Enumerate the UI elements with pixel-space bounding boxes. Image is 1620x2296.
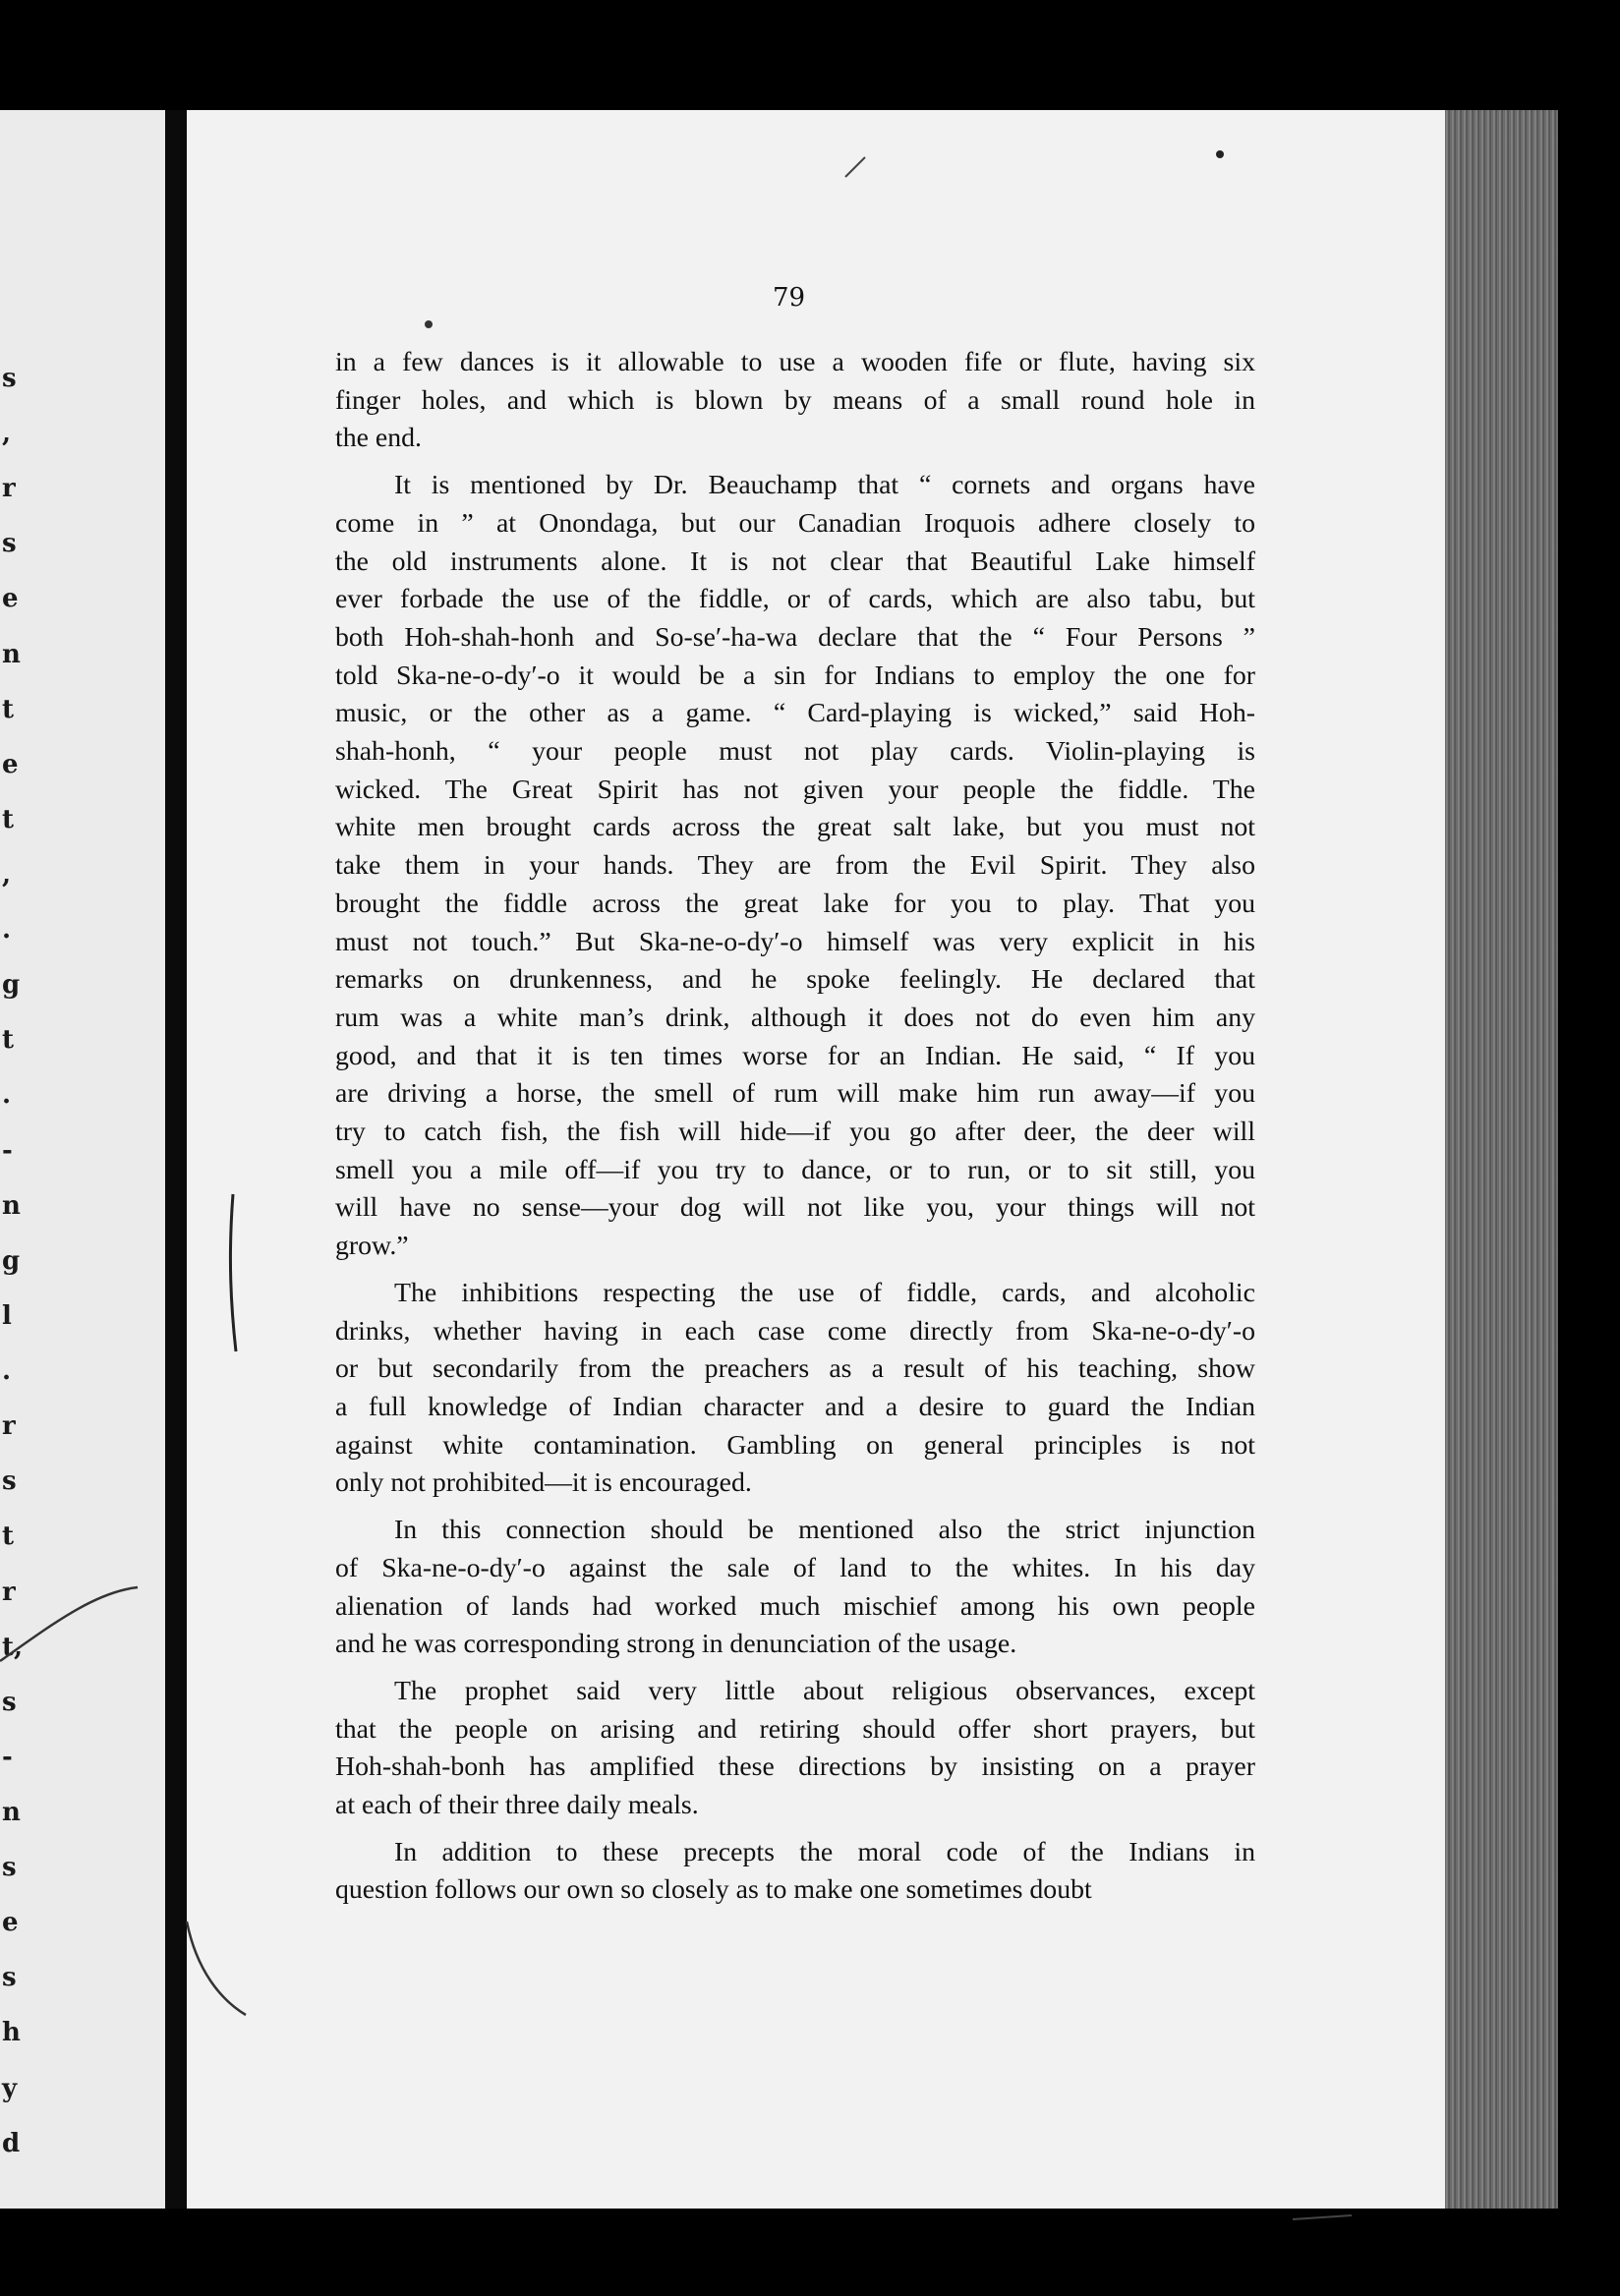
- left-edge-letter: .: [2, 1356, 12, 1387]
- left-edge-letter: s: [2, 364, 17, 393]
- left-edge-letter: t: [2, 694, 15, 724]
- text-line: the old instruments alone. It is not clear that Beautiful Lake himself: [335, 545, 1255, 577]
- text-line: The prophet said very little about religious observances, except: [394, 1675, 1255, 1706]
- left-edge-letter: d: [2, 2128, 21, 2158]
- text-line: must not touch.” But Ska-ne-o-dy′-o himself was very explicit in his: [335, 926, 1255, 957]
- text-line: the end.: [335, 423, 422, 454]
- left-edge-letter: n: [2, 1797, 21, 1827]
- text-line: and he was corresponding strong in denunciation of the usage.: [335, 1629, 1017, 1660]
- body-text: [335, 344, 1255, 1910]
- left-edge-letter: .: [2, 915, 12, 946]
- paragraph: [335, 1673, 1255, 1825]
- left-edge-letter: g: [2, 1245, 21, 1276]
- text-line: come in ” at Onondaga, but our Canadian Iroquois adhere closely to: [335, 507, 1255, 539]
- left-page-edge: [0, 110, 165, 2209]
- text-line: told Ska-ne-o-dy′-o it would be a sin for Indians to employ the one for: [335, 660, 1255, 691]
- left-edge-letter: e: [2, 584, 19, 614]
- left-edge-letter: r: [2, 474, 16, 504]
- left-edge-letter: n: [2, 639, 21, 669]
- paragraph: [335, 1512, 1255, 1664]
- text-line: In this connection should be mentioned also the strict injunction: [394, 1515, 1255, 1546]
- left-edge-letter: ,: [2, 860, 12, 890]
- text-line: against white contamination. Gambling on general principles is not: [335, 1429, 1255, 1461]
- left-edge-letter: ,: [2, 419, 12, 449]
- text-line: drinks, whether having in each case come directly from Ska-ne-o-dy′-o: [335, 1315, 1255, 1347]
- left-edge-letter: t: [2, 1521, 15, 1552]
- text-line: wicked. The Great Spirit has not given your people the fiddle. The: [335, 774, 1255, 805]
- text-line: The inhibitions respecting the use of fiddle, cards, and alcoholic: [394, 1277, 1255, 1308]
- text-line: ever forbade the use of the fiddle, or of cards, which are also tabu, but: [335, 584, 1255, 615]
- text-line: or but secondarily from the preachers as a result of his teaching, show: [335, 1353, 1255, 1385]
- text-line: in a few dances is it allowable to use a wooden fife or flute, having six: [335, 347, 1255, 377]
- text-line: take them in your hands. They are from the Evil Spirit. They also: [335, 850, 1255, 882]
- text-line: question follows our own so closely as to make one sometimes doubt: [335, 1874, 1092, 1906]
- text-line: shah-honh, “ your people must not play cards. Violin-playing is: [335, 736, 1255, 768]
- text-line: music, or the other as a game. “ Card-playing is wicked,” said Hoh-: [335, 698, 1255, 729]
- left-edge-letter: e: [2, 1908, 19, 1938]
- left-edge-letter: t: [2, 804, 15, 834]
- text-line: brought the fiddle across the great lake for you to play. That you: [335, 888, 1255, 919]
- left-edge-letter: r: [2, 1577, 16, 1607]
- left-edge-letter: s: [2, 1687, 17, 1717]
- paragraph: [335, 1834, 1255, 1910]
- left-edge-letter: -: [2, 1742, 13, 1772]
- page-number: 79: [773, 283, 806, 313]
- paragraph: [335, 467, 1255, 1266]
- left-edge-letter: s: [2, 529, 17, 559]
- left-edge-letter: s: [2, 1466, 17, 1497]
- text-line: a full knowledge of Indian character and a desire to guard the Indian: [335, 1391, 1255, 1422]
- left-edge-letter: s: [2, 1853, 17, 1883]
- left-edge-letter: y: [2, 2073, 18, 2103]
- paragraph: [335, 344, 1255, 458]
- text-line: Hoh-shah-bonh has amplified these directions by insisting on a prayer: [335, 1751, 1255, 1783]
- text-line: both Hoh-shah-honh and So-se′-ha-wa declare that the “ Four Persons ”: [335, 621, 1255, 653]
- book-gutter: [165, 110, 187, 2209]
- left-edge-letter: g: [2, 970, 21, 1001]
- left-edge-letter: -: [2, 1135, 13, 1166]
- left-edge-letter: e: [2, 749, 19, 779]
- text-line: try to catch fish, the fish will hide—if you go after deer, the deer will: [335, 1117, 1255, 1148]
- left-edge-letter: h: [2, 2018, 21, 2048]
- left-edge-letter: t,: [2, 1632, 24, 1662]
- left-edge-letter: s: [2, 1963, 17, 1993]
- text-line: remarks on drunkenness, and he spoke feelingly. He declared that: [335, 964, 1255, 996]
- text-line: white men brought cards across the great salt lake, but you must not: [335, 812, 1255, 843]
- text-line: good, and that it is ten times worse for an Indian. He said, “ If you: [335, 1040, 1255, 1071]
- text-line: alienation of lands had worked much mischief among his own people: [335, 1590, 1255, 1622]
- left-edge-letter: n: [2, 1190, 21, 1221]
- text-line: only not prohibited—it is encouraged.: [335, 1467, 752, 1499]
- text-line: finger holes, and which is blown by means of a small round hole in: [335, 384, 1255, 416]
- left-edge-letter: t: [2, 1025, 15, 1056]
- text-line: at each of their three daily meals.: [335, 1790, 699, 1821]
- text-line: rum was a white man’s drink, although it does not do even him any: [335, 1002, 1255, 1033]
- text-line: will have no sense—your dog will not like you, your things will not: [335, 1192, 1255, 1224]
- page-stack-edge: [1445, 110, 1558, 2209]
- text-line: In addition to these precepts the moral code of the Indians in: [394, 1836, 1255, 1867]
- text-line: smell you a mile off—if you try to dance, or to run, or to sit still, you: [335, 1154, 1255, 1185]
- text-line: that the people on arising and retiring should offer short prayers, but: [335, 1713, 1255, 1745]
- text-line: It is mentioned by Dr. Beauchamp that “ cornets and organs have: [394, 470, 1255, 501]
- left-edge-letter: l: [2, 1300, 12, 1331]
- text-line: of Ska-ne-o-dy′-o against the sale of land to the whites. In his day: [335, 1552, 1255, 1583]
- text-line: grow.”: [335, 1231, 409, 1262]
- left-edge-letter: r: [2, 1411, 16, 1442]
- left-edge-letter: .: [2, 1080, 12, 1111]
- text-line: are driving a horse, the smell of rum will make him run away—if you: [335, 1078, 1255, 1110]
- paragraph: [335, 1275, 1255, 1503]
